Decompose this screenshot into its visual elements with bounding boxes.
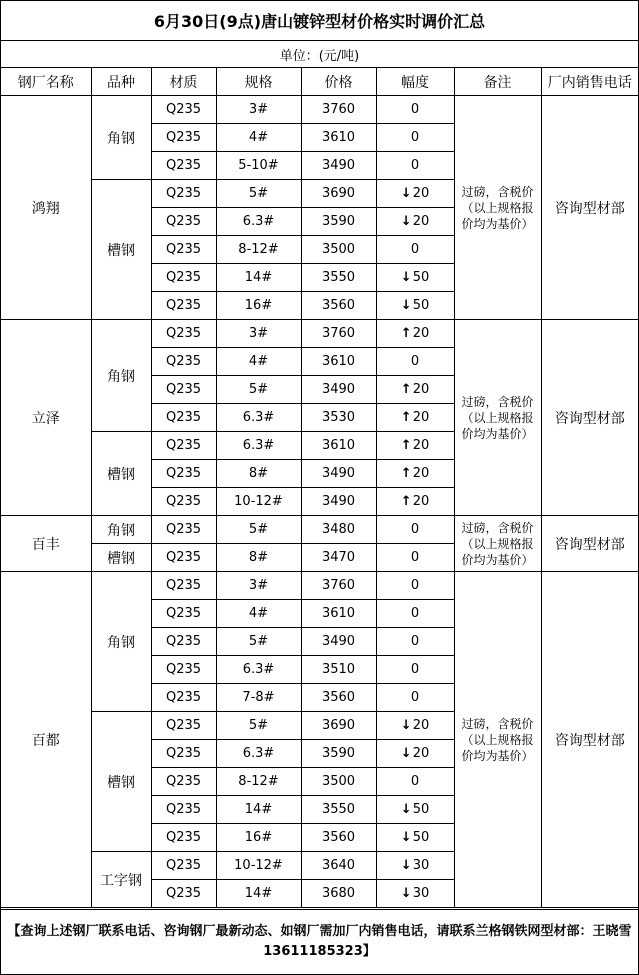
spec-cell: 3#: [216, 320, 301, 348]
page-title: 6月30日(9点)唐山镀锌型材价格实时调价汇总: [1, 1, 638, 41]
change-value: 0: [410, 158, 420, 173]
change-value: 0: [410, 354, 420, 369]
material-cell: Q235: [151, 488, 216, 516]
price-cell: 3490: [301, 488, 376, 516]
material-cell: Q235: [151, 96, 216, 124]
material-cell: Q235: [151, 572, 216, 600]
change-value: 0: [410, 242, 420, 257]
arrow-up-icon: ↑: [400, 438, 412, 453]
column-header: 品种: [91, 68, 151, 96]
price-cell: 3550: [301, 796, 376, 824]
price-table-body: [1, 68, 638, 908]
change-value: 0: [410, 578, 420, 593]
table-row: [1, 572, 638, 600]
table-row: [1, 516, 638, 544]
change-cell: [376, 880, 454, 908]
change-cell: [376, 684, 454, 712]
material-cell: Q235: [151, 656, 216, 684]
price-cell: 3510: [301, 656, 376, 684]
table-row: [1, 96, 638, 124]
spec-cell: 4#: [216, 124, 301, 152]
price-cell: 3470: [301, 544, 376, 572]
change-cell: [376, 488, 454, 516]
change-cell: [376, 404, 454, 432]
spec-cell: 5#: [216, 516, 301, 544]
price-cell: 3610: [301, 432, 376, 460]
change-value: 20: [412, 214, 430, 229]
price-cell: 3590: [301, 208, 376, 236]
arrow-down-icon: ↓: [400, 270, 412, 285]
unit-label: 单位：(元/吨): [1, 41, 638, 68]
material-cell: Q235: [151, 824, 216, 852]
column-header: 价格: [301, 68, 376, 96]
column-header: 钢厂名称: [1, 68, 91, 96]
change-value: 0: [410, 662, 420, 677]
price-cell: 3490: [301, 376, 376, 404]
change-cell: [376, 432, 454, 460]
spec-cell: 6.3#: [216, 740, 301, 768]
material-cell: Q235: [151, 712, 216, 740]
price-cell: 3680: [301, 880, 376, 908]
change-cell: [376, 712, 454, 740]
change-value: 0: [410, 102, 420, 117]
material-cell: Q235: [151, 852, 216, 880]
material-cell: Q235: [151, 348, 216, 376]
change-cell: [376, 824, 454, 852]
change-cell: [376, 628, 454, 656]
arrow-down-icon: ↓: [400, 858, 412, 873]
change-cell: [376, 124, 454, 152]
material-cell: Q235: [151, 292, 216, 320]
spec-cell: 6.3#: [216, 656, 301, 684]
category-name: 槽钢: [91, 544, 151, 572]
spec-cell: 4#: [216, 348, 301, 376]
factory-name: 立泽: [1, 320, 91, 516]
price-cell: 3640: [301, 852, 376, 880]
factory-name: 鸿翔: [1, 96, 91, 320]
arrow-down-icon: ↓: [400, 186, 412, 201]
factory-name: 百丰: [1, 516, 91, 572]
column-header: 幅度: [376, 68, 454, 96]
price-cell: 3560: [301, 292, 376, 320]
spec-cell: 5#: [216, 628, 301, 656]
category-name: 角钢: [91, 320, 151, 432]
material-cell: Q235: [151, 180, 216, 208]
change-cell: [376, 348, 454, 376]
price-cell: 3560: [301, 824, 376, 852]
price-cell: 3490: [301, 460, 376, 488]
material-cell: Q235: [151, 768, 216, 796]
table-row: [1, 320, 638, 348]
column-header: 备注: [454, 68, 541, 96]
change-cell: [376, 292, 454, 320]
change-value: 20: [412, 382, 430, 397]
category-name: 角钢: [91, 516, 151, 544]
material-cell: Q235: [151, 740, 216, 768]
change-cell: [376, 516, 454, 544]
spec-cell: 10-12#: [216, 852, 301, 880]
remark-cell: 过磅，含税价（以上规格报价均为基价）: [454, 320, 541, 516]
change-cell: [376, 96, 454, 124]
category-name: 角钢: [91, 96, 151, 180]
change-value: 20: [412, 326, 430, 341]
price-cell: 3610: [301, 124, 376, 152]
change-value: 30: [412, 886, 430, 901]
column-header: 材质: [151, 68, 216, 96]
spec-cell: 5#: [216, 180, 301, 208]
material-cell: Q235: [151, 544, 216, 572]
spec-cell: 10-12#: [216, 488, 301, 516]
material-cell: Q235: [151, 404, 216, 432]
change-cell: [376, 376, 454, 404]
arrow-down-icon: ↓: [400, 214, 412, 229]
change-value: 50: [412, 830, 430, 845]
change-value: 20: [412, 186, 430, 201]
price-cell: 3490: [301, 628, 376, 656]
category-name: 槽钢: [91, 432, 151, 516]
arrow-down-icon: ↓: [400, 746, 412, 761]
arrow-up-icon: ↑: [400, 326, 412, 341]
change-value: 20: [412, 410, 430, 425]
change-cell: [376, 236, 454, 264]
price-table: [1, 68, 638, 908]
column-header: 规格: [216, 68, 301, 96]
change-value: 50: [412, 298, 430, 313]
material-cell: Q235: [151, 208, 216, 236]
remark-cell: 过磅，含税价（以上规格报价均为基价）: [454, 572, 541, 908]
change-value: 0: [410, 606, 420, 621]
spec-cell: 6.3#: [216, 432, 301, 460]
sales-contact-cell: 咨询型材部: [541, 572, 638, 908]
change-value: 20: [412, 438, 430, 453]
arrow-up-icon: ↑: [400, 494, 412, 509]
material-cell: Q235: [151, 684, 216, 712]
change-value: 0: [410, 550, 420, 565]
factory-name: 百都: [1, 572, 91, 908]
price-cell: 3760: [301, 96, 376, 124]
contact-footer: 【查询上述钢厂联系电话、咨询钢厂最新动态、如钢厂需加厂内销售电话，请联系兰格钢铁网型材部：王晓雪13611185323】: [1, 909, 638, 974]
change-value: 20: [412, 718, 430, 733]
spec-cell: 8-12#: [216, 236, 301, 264]
spec-cell: 6.3#: [216, 404, 301, 432]
spec-cell: 8-12#: [216, 768, 301, 796]
spec-cell: 14#: [216, 796, 301, 824]
spec-cell: 6.3#: [216, 208, 301, 236]
material-cell: Q235: [151, 152, 216, 180]
material-cell: Q235: [151, 264, 216, 292]
material-cell: Q235: [151, 796, 216, 824]
arrow-down-icon: ↓: [400, 802, 412, 817]
arrow-down-icon: ↓: [400, 830, 412, 845]
arrow-up-icon: ↑: [400, 410, 412, 425]
price-cell: 3530: [301, 404, 376, 432]
change-value: 0: [410, 522, 420, 537]
spec-cell: 3#: [216, 96, 301, 124]
spec-cell: 3#: [216, 572, 301, 600]
change-cell: [376, 656, 454, 684]
spec-cell: 5-10#: [216, 152, 301, 180]
change-cell: [376, 460, 454, 488]
change-cell: [376, 320, 454, 348]
material-cell: Q235: [151, 880, 216, 908]
sales-contact-cell: 咨询型材部: [541, 516, 638, 572]
change-cell: [376, 768, 454, 796]
change-value: 0: [410, 774, 420, 789]
price-cell: 3690: [301, 712, 376, 740]
change-cell: [376, 264, 454, 292]
change-value: 50: [412, 802, 430, 817]
spec-cell: 7-8#: [216, 684, 301, 712]
change-value: 30: [412, 858, 430, 873]
category-name: 槽钢: [91, 180, 151, 320]
arrow-down-icon: ↓: [400, 298, 412, 313]
price-cell: 3480: [301, 516, 376, 544]
spec-cell: 5#: [216, 376, 301, 404]
price-cell: 3590: [301, 740, 376, 768]
arrow-up-icon: ↑: [400, 382, 412, 397]
spec-cell: 4#: [216, 600, 301, 628]
arrow-down-icon: ↓: [400, 718, 412, 733]
spec-cell: 8#: [216, 544, 301, 572]
change-value: 50: [412, 270, 430, 285]
price-cell: 3500: [301, 236, 376, 264]
price-cell: 3500: [301, 768, 376, 796]
material-cell: Q235: [151, 516, 216, 544]
material-cell: Q235: [151, 320, 216, 348]
change-cell: [376, 152, 454, 180]
change-cell: [376, 544, 454, 572]
change-cell: [376, 796, 454, 824]
arrow-down-icon: ↓: [400, 886, 412, 901]
sales-contact-cell: 咨询型材部: [541, 96, 638, 320]
material-cell: Q235: [151, 124, 216, 152]
price-cell: 3550: [301, 264, 376, 292]
category-name: 工字钢: [91, 852, 151, 908]
change-value: 0: [410, 634, 420, 649]
arrow-up-icon: ↑: [400, 466, 412, 481]
spec-cell: 16#: [216, 824, 301, 852]
sales-contact-cell: 咨询型材部: [541, 320, 638, 516]
price-cell: 3560: [301, 684, 376, 712]
change-value: 0: [410, 690, 420, 705]
change-cell: [376, 852, 454, 880]
price-cell: 3610: [301, 348, 376, 376]
category-name: 角钢: [91, 572, 151, 712]
material-cell: Q235: [151, 236, 216, 264]
change-value: 20: [412, 746, 430, 761]
column-header: 厂内销售电话: [541, 68, 638, 96]
change-cell: [376, 740, 454, 768]
header-row: [1, 68, 638, 96]
change-cell: [376, 208, 454, 236]
change-cell: [376, 180, 454, 208]
material-cell: Q235: [151, 432, 216, 460]
price-cell: 3760: [301, 572, 376, 600]
spec-cell: 8#: [216, 460, 301, 488]
change-value: 0: [410, 130, 420, 145]
spec-cell: 16#: [216, 292, 301, 320]
material-cell: Q235: [151, 628, 216, 656]
change-cell: [376, 600, 454, 628]
material-cell: Q235: [151, 600, 216, 628]
change-value: 20: [412, 466, 430, 481]
price-cell: 3690: [301, 180, 376, 208]
spec-cell: 5#: [216, 712, 301, 740]
spec-cell: 14#: [216, 264, 301, 292]
category-name: 槽钢: [91, 712, 151, 852]
price-cell: 3610: [301, 600, 376, 628]
change-cell: [376, 572, 454, 600]
remark-cell: 过磅，含税价（以上规格报价均为基价）: [454, 516, 541, 572]
spec-cell: 14#: [216, 880, 301, 908]
remark-cell: 过磅，含税价（以上规格报价均为基价）: [454, 96, 541, 320]
material-cell: Q235: [151, 460, 216, 488]
material-cell: Q235: [151, 376, 216, 404]
price-cell: 3760: [301, 320, 376, 348]
change-value: 20: [412, 494, 430, 509]
price-cell: 3490: [301, 152, 376, 180]
